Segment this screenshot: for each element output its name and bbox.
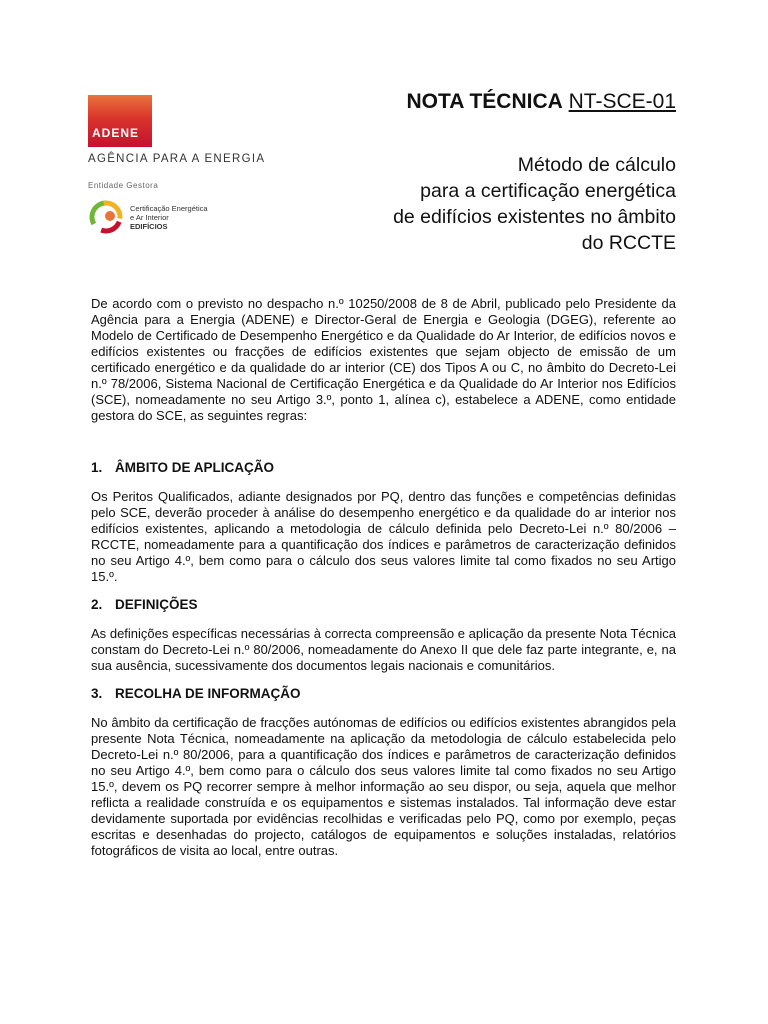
subtitle-line: Método de cálculo xyxy=(517,154,676,176)
subtitle-line: de edifícios existentes no âmbito xyxy=(393,206,676,228)
section-paragraph: As definições específicas necessárias à correcta compreensão e aplicação da presente Nota Técnica constam do Decreto-Lei n.º 80/2006, nomeadamente do Anexo II que dele faz parte integrante, e, na sua ausência, sucessivamente dos documentos legais nacionais e comunitários. xyxy=(91,626,676,673)
section-heading xyxy=(91,686,676,702)
section-title: DEFINIÇÕES xyxy=(115,597,198,612)
certification-ring-icon xyxy=(88,199,124,235)
section-number: 3. xyxy=(91,686,103,701)
adene-logo-block xyxy=(88,95,273,245)
nota-label: NOTA TÉCNICA xyxy=(406,90,563,113)
intro-paragraph: De acordo com o previsto no despacho n.º 10250/2008 de 8 de Abril, publicado pelo Presidente da Agência para a Energia (ADENE) e Director-Geral de Energia e Geologia (DGEG), referente ao Modelo de Certificado de Desempenho Energético e da Qualidade do Ar Interior, de edifícios novos e edifícios existentes ou fracções de edifícios existentes que sejam objecto de emissão de um certificado energético e da qualidade do ar interior (CE) dos Tipos A ou C, no âmbito do Decreto-Lei n.º 78/2006, Sistema Nacional de Certificação Energética e da Qualidade do Ar Interior nos Edifícios (SCE), nomeadamente no seu Artigo 3.º, ponto 1, alínea c), estabelece a ADENE, como entidade gestora do SCE, as seguintes regras: xyxy=(91,296,676,423)
subtitle-line: para a certificação energética xyxy=(420,180,676,202)
section-number: 1. xyxy=(91,460,103,475)
section-heading xyxy=(91,597,676,613)
entity-label: Entidade Gestora xyxy=(88,181,159,190)
section-number: 2. xyxy=(91,597,103,612)
document-body xyxy=(91,296,676,859)
cert-line-3: EDIFÍCIOS xyxy=(130,222,168,231)
subtitle-line: do RCCTE xyxy=(581,232,676,254)
document-header xyxy=(393,88,676,256)
cert-line-2: e Ar Interior xyxy=(130,213,169,222)
document-subtitle xyxy=(393,152,676,256)
section-paragraph: Os Peritos Qualificados, adiante designados por PQ, dentro das funções e competências definidas pelo SCE, deverão proceder à análise do desempenho energético e da qualidade do ar interior nos edifícios existentes, aplicando a metodologia de cálculo definida pelo Decreto-Lei n.º 80/2006 – RCCTE, nomeadamente para a quantificação dos índices e parâmetros de caracterização definidos no seu Artigo 4.º, bem como para o cálculo dos seus valores limite tal como fixados no seu Artigo 15.º. xyxy=(91,489,676,584)
cert-line-1: Certificação Energética xyxy=(130,204,208,213)
section-title: ÂMBITO DE APLICAÇÃO xyxy=(115,460,275,475)
certification-label xyxy=(130,204,208,231)
nota-code: NT-SCE-01 xyxy=(568,90,676,113)
section-paragraph: No âmbito da certificação de fracções autónomas de edifícios ou edifícios existentes abrangidos pela presente Nota Técnica, nomeadamente na aplicação da metodologia de cálculo estabelecida pelo Decreto-Lei n.º 80/2006, para a quantificação dos índices e parâmetros de caracterização definidos no seu Artigo 4.º, bem como para o cálculo dos seus valores limite tal como fixados no seu Artigo 15.º, devem os PQ recorrer sempre à melhor informação ao seu dispor, ou seja, aquela que melhor reflicta a realidade construída e os equipamentos e sistemas instalados. Tal informação deve estar devidamente suportada por evidências recolhidas e verificadas pelo PQ, como por exemplo, peças escritas e desenhadas do projecto, catálogos de equipamentos e soluções instaladas, relatórios fotográficos de visita ao local, entre outras. xyxy=(91,715,676,858)
section-title: RECOLHA DE INFORMAÇÃO xyxy=(115,686,301,701)
nota-tecnica-title xyxy=(393,88,676,116)
adene-brand-text: ADENE xyxy=(92,126,140,140)
section-heading xyxy=(91,460,676,476)
agency-name: AGÊNCIA PARA A ENERGIA xyxy=(88,153,266,165)
adene-logo xyxy=(88,95,152,147)
